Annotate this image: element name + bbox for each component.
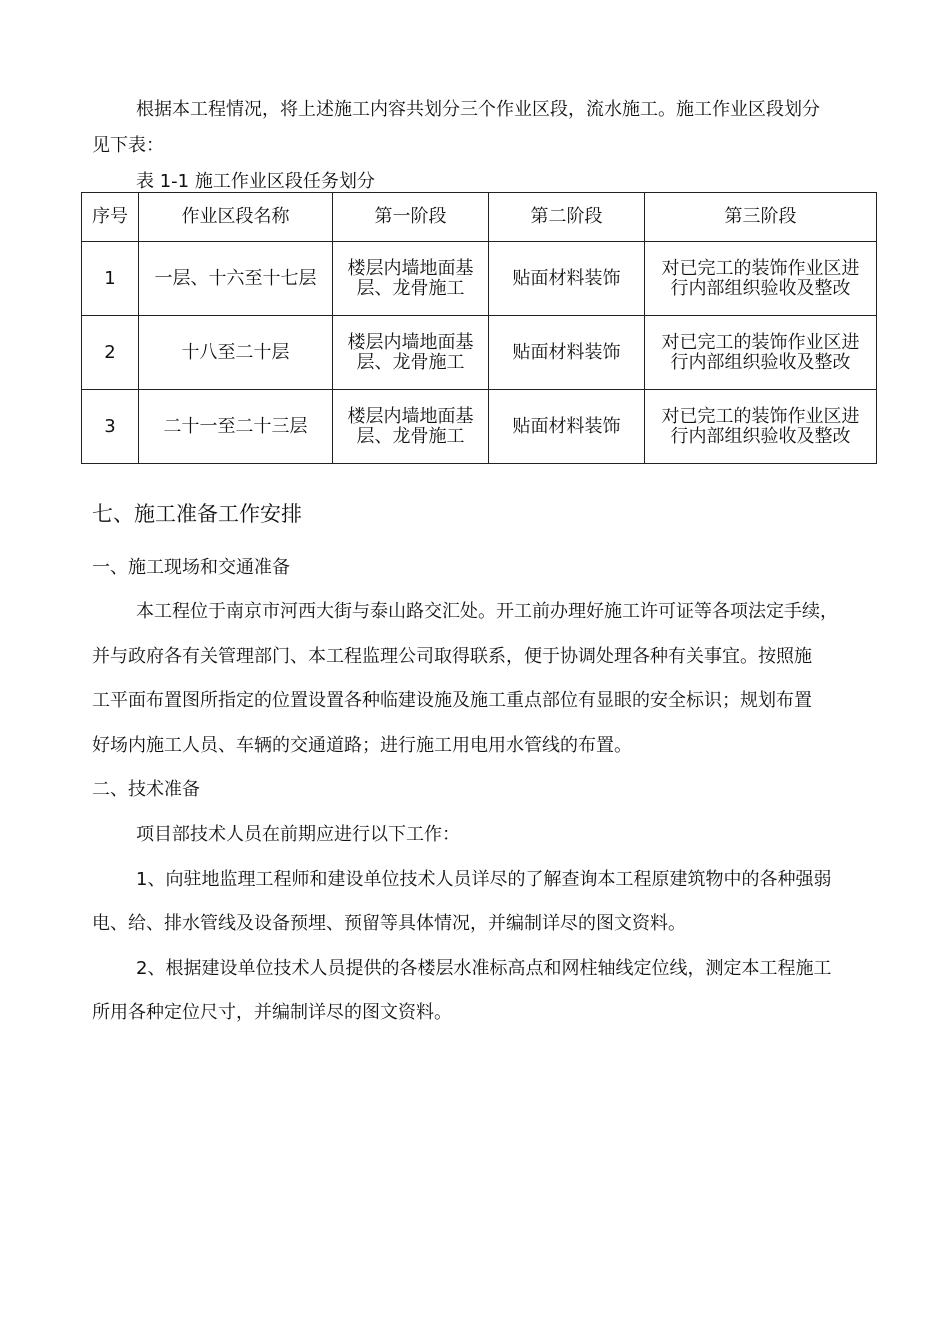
cell-phase-3-line-2: 行内部组织验收及整改 <box>670 351 851 373</box>
cell-phase-1-line-1: 楼层内墙地面基 <box>347 257 474 279</box>
cell-phase-3 <box>645 316 877 390</box>
header-section-name: 作业区段名称 <box>139 193 333 242</box>
cell-phase-3-line-2: 行内部组织验收及整改 <box>670 425 851 447</box>
subsection-heading-technical: 二、技术准备 <box>92 779 200 800</box>
cell-phase-2: 贴面材料装饰 <box>489 316 645 390</box>
table-row <box>82 242 877 316</box>
header-phase-2: 第二阶段 <box>489 193 645 242</box>
cell-phase-1 <box>333 390 489 464</box>
cell-section-name: 十八至二十层 <box>139 316 333 390</box>
cell-phase-1-line-2: 层、龙骨施工 <box>356 425 465 447</box>
paragraph-line: 电、给、排水管线及设备预埋、预留等具体情况，并编制详尽的图文资料。 <box>92 913 686 934</box>
intro-line-1: 根据本工程情况，将上述施工内容共划分三个作业区段，流水施工。施工作业区段划分 <box>136 99 820 120</box>
cell-phase-3 <box>645 390 877 464</box>
paragraph-line: 1、向驻地监理工程师和建设单位技术人员详尽的了解查询本工程原建筑物中的各种强弱 <box>136 869 832 890</box>
table-caption: 表 1-1 施工作业区段任务划分 <box>136 171 375 192</box>
paragraph-line: 2、根据建设单位技术人员提供的各楼层水准标高点和网柱轴线定位线，测定本工程施工 <box>136 958 832 979</box>
cell-no: 1 <box>82 242 139 316</box>
cell-section-name: 二十一至二十三层 <box>139 390 333 464</box>
cell-phase-3-line-1: 对已完工的装饰作业区进 <box>661 405 860 427</box>
task-division-table <box>81 192 877 464</box>
paragraph-line: 并与政府各有关管理部门、本工程监理公司取得联系，便于协调处理各种有关事宜。按照施 <box>92 646 812 667</box>
paragraph-line: 本工程位于南京市河西大街与泰山路交汇处。开工前办理好施工许可证等各项法定手续， <box>136 601 838 622</box>
subsection-heading-site-traffic: 一、施工现场和交通准备 <box>92 557 290 578</box>
cell-phase-1-line-1: 楼层内墙地面基 <box>347 405 474 427</box>
header-no: 序号 <box>82 193 139 242</box>
intro-line-2: 见下表： <box>92 135 164 156</box>
paragraph-line: 好场内施工人员、车辆的交通道路；进行施工用电用水管线的布置。 <box>92 735 632 756</box>
header-phase-3: 第三阶段 <box>645 193 877 242</box>
header-phase-1: 第一阶段 <box>333 193 489 242</box>
section-heading: 七、施工准备工作安排 <box>92 502 302 526</box>
cell-no: 3 <box>82 390 139 464</box>
paragraph-line: 所用各种定位尺寸，并编制详尽的图文资料。 <box>92 1002 452 1023</box>
paragraph-line: 工平面布置图所指定的位置设置各种临建设施及施工重点部位有显眼的安全标识；规划布置 <box>92 690 812 711</box>
cell-phase-3 <box>645 242 877 316</box>
cell-no: 2 <box>82 316 139 390</box>
cell-phase-1-line-2: 层、龙骨施工 <box>356 277 465 299</box>
paragraph-line: 项目部技术人员在前期应进行以下工作： <box>136 824 460 845</box>
cell-phase-1-line-1: 楼层内墙地面基 <box>347 331 474 353</box>
cell-phase-2: 贴面材料装饰 <box>489 390 645 464</box>
cell-phase-1 <box>333 316 489 390</box>
cell-phase-3-line-1: 对已完工的装饰作业区进 <box>661 257 860 279</box>
cell-phase-2: 贴面材料装饰 <box>489 242 645 316</box>
cell-section-name: 一层、十六至十七层 <box>139 242 333 316</box>
table-row <box>82 390 877 464</box>
cell-phase-1 <box>333 242 489 316</box>
table-row <box>82 316 877 390</box>
cell-phase-1-line-2: 层、龙骨施工 <box>356 351 465 373</box>
table-header-row <box>82 193 877 242</box>
cell-phase-3-line-1: 对已完工的装饰作业区进 <box>661 331 860 353</box>
cell-phase-3-line-2: 行内部组织验收及整改 <box>670 277 851 299</box>
